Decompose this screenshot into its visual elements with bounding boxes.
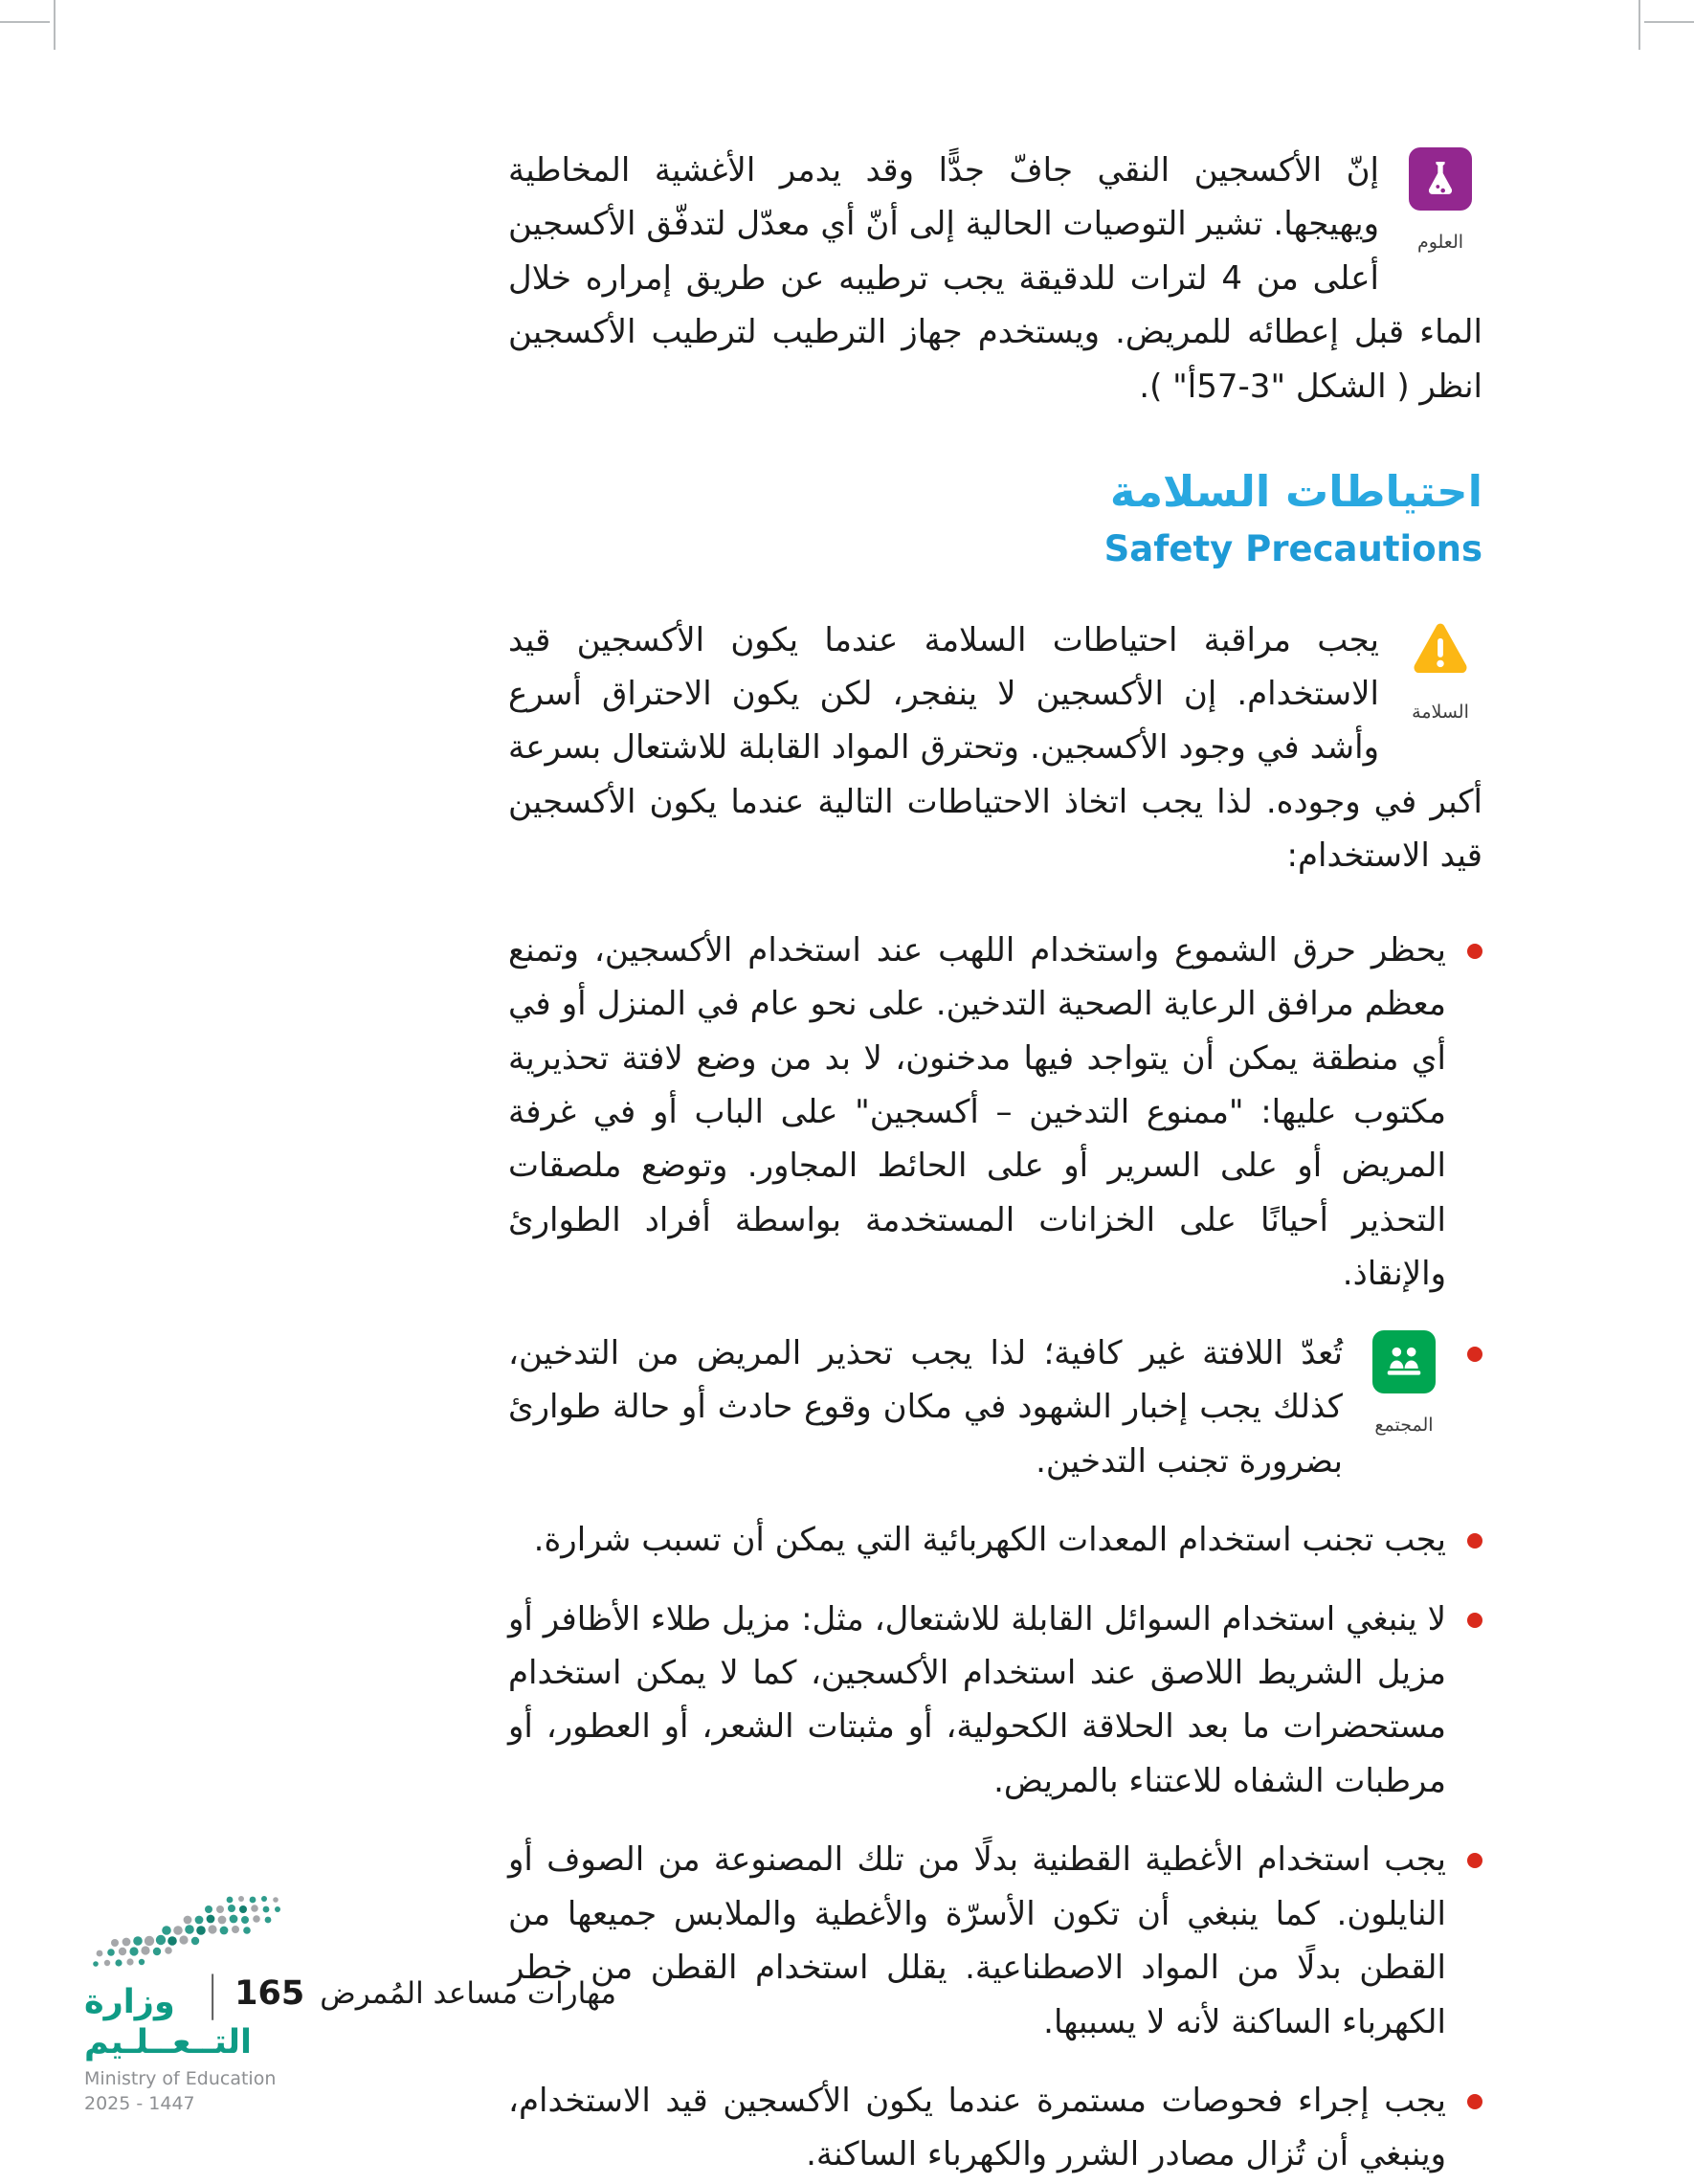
page-number: 165 <box>234 1973 305 2013</box>
bullet-dot <box>1467 1613 1482 1628</box>
crop-mark <box>1638 0 1640 50</box>
safety-icon-label: السلامة <box>1412 701 1469 723</box>
bullet-text: تُعدّ اللافتة غير كافية؛ لذا يجب تحذير المريض من التدخين، كذلك يجب إخبار الشهود في مكان وقوع حادث أو حالة طوارئ بضرورة تجنب التدخين. <box>508 1333 1343 1481</box>
bullet-item <box>508 1593 1482 1809</box>
safety-icon-block <box>1398 617 1482 734</box>
bullet-text: يجب تجنب استخدام المعدات الكهربائية التي يمكن أن تسبب شرارة. <box>533 1521 1446 1560</box>
footer-page-info <box>206 1966 616 2020</box>
community-icon-label: المجتمع <box>1374 1414 1434 1436</box>
community-icon-block <box>1362 1330 1446 1447</box>
science-icon-block <box>1398 147 1482 264</box>
precautions-bullet-list <box>508 924 1482 2182</box>
bullet-text: يحظر حرق الشموع واستخدام اللهب عند استخدام الأكسجين، وتمنع معظم مرافق الرعاية الصحية التدخين. على نحو عام في المنزل أو في أي منطقة يمكن أن يتواجد فيها مدخنون، لا بد من وضع لافتة تحذيرية مكتوب عليها: "ممنوع التدخين – أكسجين" على الباب أو في غرفة المريض أو على السرير أو على الحائط المجاور. وتوضع ملصقات التحذير أحيانًا على الخزانات المستخدمة بواسطة أفراد الطوارئ والإنقاذ. <box>508 930 1446 1294</box>
logo-year: 2025 - 1447 <box>84 2093 195 2114</box>
course-title-label: مهارات مساعد المُمرض <box>320 1975 616 2011</box>
crop-mark <box>54 0 56 50</box>
bullet-dot <box>1467 944 1482 959</box>
logo-wordmark-arabic: وزارة التــعــلـيم <box>84 1983 253 2061</box>
logo-wordmark-english: Ministry of Education <box>84 2068 277 2089</box>
content-column <box>508 144 1482 2184</box>
bullet-dot <box>1467 2094 1482 2109</box>
bullet-dot <box>1467 1347 1482 1362</box>
bullet-item <box>508 1326 1482 1488</box>
bullet-dot <box>1467 1853 1482 1868</box>
crop-mark <box>0 21 50 23</box>
section-heading-arabic: احتياطات السلامة <box>1109 466 1482 518</box>
bullet-dot <box>1467 1533 1482 1549</box>
footer-separator: | <box>206 1966 220 2020</box>
section-heading <box>508 465 1482 572</box>
bullet-item <box>508 924 1482 1302</box>
bullet-item <box>508 1513 1482 1567</box>
ministry-logo-dots-icon <box>84 1890 309 1976</box>
safety-text: يجب مراقبة احتياطات السلامة عندما يكون الأكسجين قيد الاستخدام. إن الأكسجين لا ينفجر، لكن يكون الاحتراق أسرع وأشد في وجود الأكسجين. وتحترق المواد القابلة للاشتعال بسرعة أكبر في وجوده. لذا يجب اتخاذ الاحتياطات التالية عندما يكون الأكسجين قيد الاستخدام: <box>508 620 1482 876</box>
bullet-item <box>508 1833 1482 2049</box>
science-flask-icon <box>1409 147 1472 211</box>
intro-paragraph <box>508 144 1482 413</box>
bullet-text: لا ينبغي استخدام السوائل القابلة للاشتعال، مثل: مزيل طلاء الأظافر أو مزيل الشريط اللاصق عند استخدام الأكسجين، كما لا يمكن استخدام مستحضرات ما بعد الحلاقة الكحولية، أو مثبتات الشعر، أو العطور، أو مرطبات الشفاه للاعتناء بالمريض. <box>508 1599 1446 1800</box>
community-people-icon <box>1372 1330 1436 1393</box>
safety-paragraph <box>508 613 1482 883</box>
bullet-item <box>508 2074 1482 2182</box>
intro-text: إنّ الأكسجين النقي جافّ جدًّا وقد يدمر الأغشية المخاطية ويهيجها. تشير التوصيات الحالية إلى أنّ أي معدّل لتدفّق الأكسجين أعلى من 4 لترات للدقيقة يجب ترطيبه عن طريق إمراره خلال الماء قبل إعطائه للمريض. ويستخدم جهاز الترطيب لترطيب الأكسجين انظر ( الشكل "3-57أ" ). <box>508 151 1482 406</box>
warning-triangle-icon <box>1409 617 1472 680</box>
bullet-text: يجب استخدام الأغطية القطنية بدلًا من تلك المصنوعة من الصوف أو النايلون. كما ينبغي أن تكون الأسرّة والأغطية والملابس جميعها من القطن بدلًا من المواد الاصطناعية. يقلل استخدام القطن من خطر الكهرباء الساكنة لأنه لا يسببها. <box>508 1840 1446 2041</box>
bullet-text: يجب إجراء فحوصات مستمرة عندما يكون الأكسجين قيد الاستخدام، وينبغي أن تُزال مصادر الشرر والكهرباء الساكنة. <box>508 2082 1446 2174</box>
crop-mark <box>1644 21 1694 23</box>
section-heading-english: Safety Precautions <box>1103 528 1482 570</box>
science-icon-label: العلوم <box>1416 232 1464 253</box>
